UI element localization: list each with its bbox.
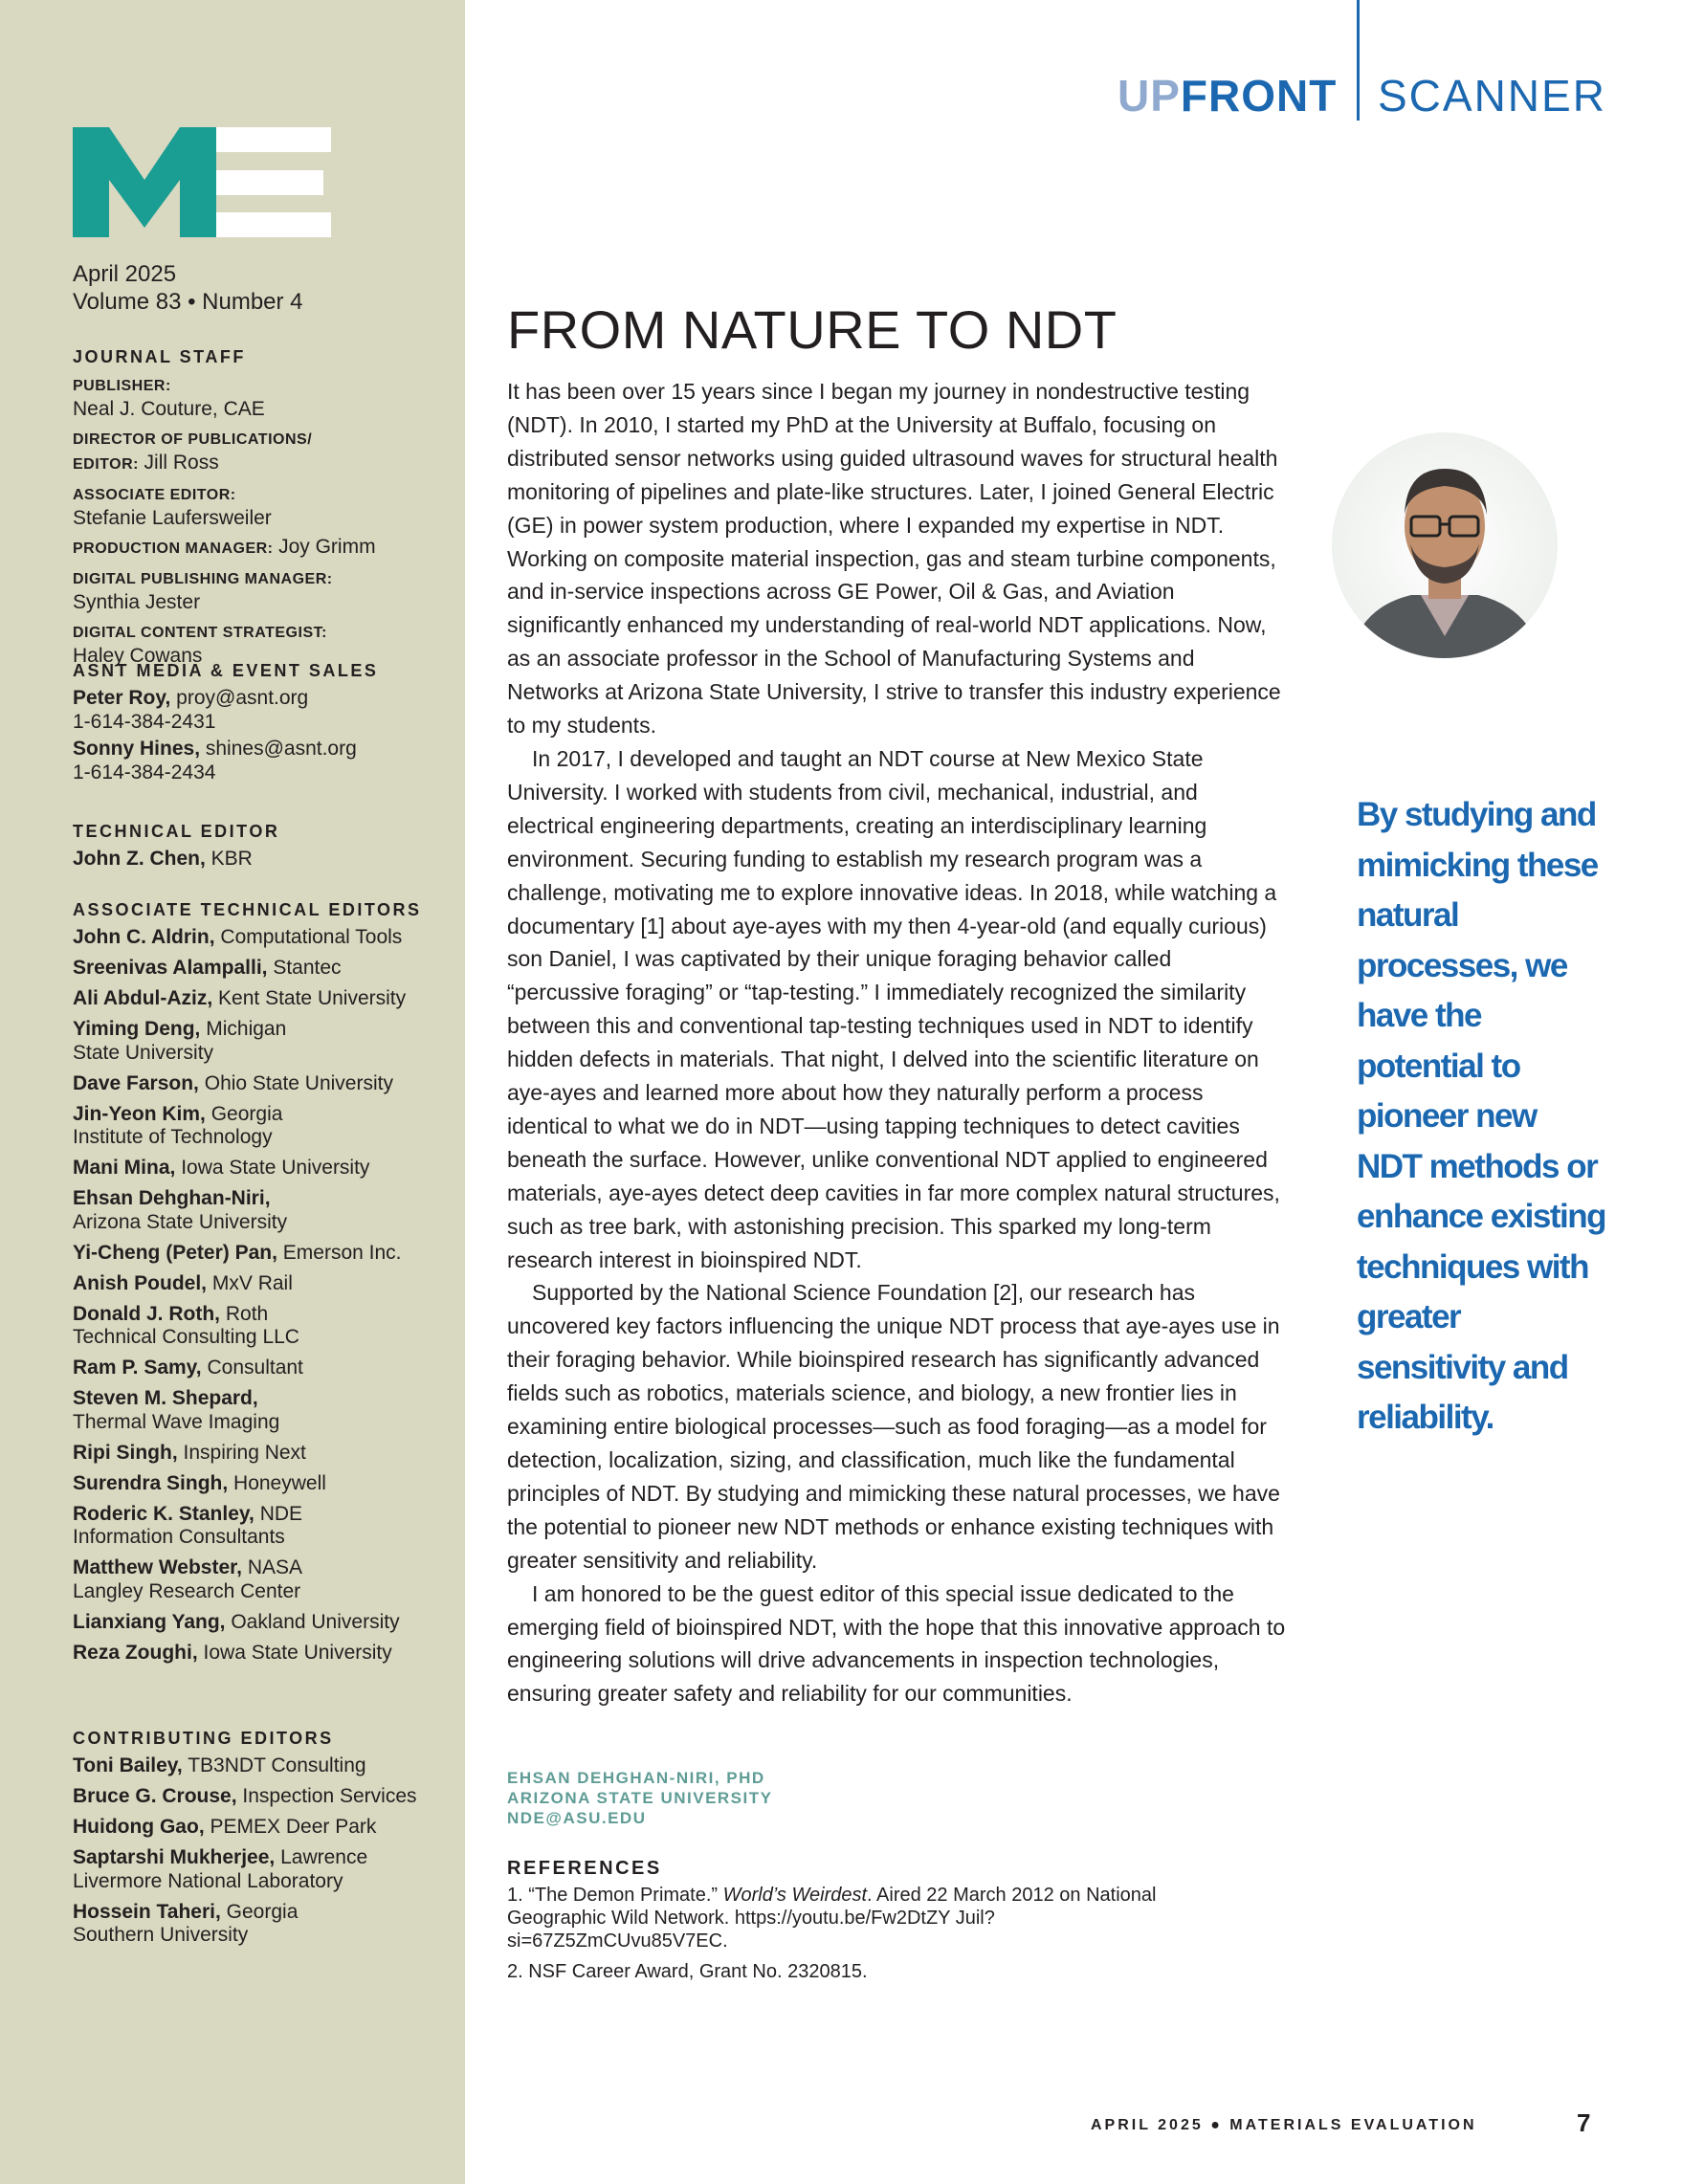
editor-name: Dave Farson, bbox=[73, 1071, 199, 1094]
staff-name: Joy Grimm bbox=[278, 536, 376, 558]
editor-name: Yi-Cheng (Peter) Pan, bbox=[73, 1241, 277, 1264]
editor-name: Yiming Deng, bbox=[73, 1018, 201, 1040]
editor-entry bbox=[73, 1018, 455, 1065]
staff-line bbox=[73, 591, 455, 614]
author-name: EHSAN DEHGHAN-NIRI, PHD bbox=[507, 1769, 765, 1787]
editor-entry bbox=[73, 1556, 455, 1603]
editor-org: Consultant bbox=[207, 1357, 303, 1379]
staff-role: DIGITAL CONTENT STRATEGIST: bbox=[73, 625, 327, 641]
author-email: NDE@ASU.EDU bbox=[507, 1809, 647, 1827]
editor-name: Sreenivas Alampalli, bbox=[73, 957, 268, 979]
media-sales-section bbox=[73, 660, 455, 788]
staff-name: Jill Ross bbox=[144, 452, 219, 474]
editor-entry bbox=[73, 1611, 455, 1635]
header-divider bbox=[1357, 0, 1360, 121]
editor-name: Toni Bailey, bbox=[73, 1754, 183, 1776]
editor-org-line2: State University bbox=[73, 1041, 214, 1064]
editor-org: Georgia bbox=[210, 1102, 283, 1125]
editor-entry bbox=[73, 1816, 455, 1840]
editor-org: MxV Rail bbox=[211, 1271, 293, 1294]
header-section: SCANNER bbox=[1378, 71, 1606, 121]
editor-org-line2: Southern University bbox=[73, 1924, 249, 1946]
editor-org: NDE bbox=[259, 1502, 303, 1525]
staff-entry bbox=[73, 373, 455, 421]
editor-org: Lawrence bbox=[280, 1846, 368, 1868]
editor-name: Anish Poudel, bbox=[73, 1271, 208, 1294]
editor-entry bbox=[73, 1072, 455, 1096]
editor-org-line2: Information Consultants bbox=[73, 1526, 285, 1548]
staff-entry bbox=[73, 536, 455, 561]
editor-org: NASA bbox=[247, 1556, 303, 1578]
editor-org: Roth bbox=[225, 1302, 269, 1325]
staff-name: Neal J. Couture, CAE bbox=[73, 398, 265, 420]
staff-line bbox=[73, 566, 455, 591]
section-title: CONTRIBUTING EDITORS bbox=[73, 1729, 334, 1748]
references-title: REFERENCES bbox=[507, 1858, 662, 1879]
editor-org: Kent State University bbox=[218, 987, 407, 1009]
editor-name: Donald J. Roth, bbox=[73, 1302, 220, 1325]
sales-contact bbox=[73, 687, 455, 734]
editor-org-line2: Technical Consulting LLC bbox=[73, 1326, 299, 1348]
editor-org: Michigan bbox=[206, 1018, 287, 1040]
editor-entry bbox=[73, 957, 455, 981]
editor-org: Ohio State University bbox=[204, 1071, 393, 1094]
section-title: ASSOCIATE TECHNICAL EDITORS bbox=[73, 900, 422, 919]
author-affiliation: ARIZONA STATE UNIVERSITY bbox=[507, 1789, 773, 1807]
staff-role: PRODUCTION MANAGER: bbox=[73, 540, 274, 557]
technical-editor-section bbox=[73, 821, 455, 878]
editor-name: Steven M. Shepard, bbox=[73, 1387, 258, 1409]
technical-editor: John Z. Chen, KBR bbox=[73, 848, 253, 870]
editor-name: John C. Aldrin, bbox=[73, 926, 215, 948]
editor-entry bbox=[73, 1187, 455, 1234]
staff-role: DIGITAL PUBLISHING MANAGER: bbox=[73, 571, 333, 587]
editor-entry bbox=[73, 1357, 455, 1380]
staff-line bbox=[73, 536, 455, 561]
editor-entry bbox=[73, 1442, 455, 1466]
editor-org: Iowa State University bbox=[203, 1641, 392, 1664]
associate-editors-section bbox=[73, 899, 455, 1672]
editor-name: Hossein Taheri, bbox=[73, 1900, 221, 1923]
reference-item: 1. “The Demon Primate.” World’s Weirdest. Aired 22 March 2012 on National Geographic Wild Network. https://youtu.be/Fw2DtZY Juil?si=67Z5ZmCUvu85V7EC. bbox=[507, 1885, 1157, 1952]
issue-volume: Volume 83 • Number 4 bbox=[73, 289, 303, 315]
editor-org: Iowa State University bbox=[181, 1157, 370, 1179]
footer-text: APRIL 2025 ● MATERIALS EVALUATION bbox=[1091, 2117, 1477, 2133]
editor-name: Mani Mina, bbox=[73, 1157, 176, 1179]
editor-name: Ripi Singh, bbox=[73, 1441, 178, 1464]
staff-name: Haley Cowans bbox=[73, 645, 203, 667]
pull-quote: By studying and mimicking these natural processes, we have the potential to pioneer new NDT methods or enhance existing techniques with greater sensitivity and reliability. bbox=[1357, 796, 1605, 1436]
editor-entry bbox=[73, 926, 455, 950]
author-signature bbox=[507, 1768, 772, 1828]
issue-info bbox=[73, 260, 455, 316]
editor-org: TB3NDT Consulting bbox=[188, 1754, 366, 1776]
staff-line bbox=[73, 373, 455, 398]
contact-email[interactable]: proy@asnt.org bbox=[176, 687, 309, 709]
contributing-editors-section bbox=[73, 1728, 455, 1954]
editor-org-line2: Arizona State University bbox=[73, 1210, 288, 1233]
contact-email[interactable]: shines@asnt.org bbox=[205, 738, 357, 760]
header-up: UP bbox=[1118, 71, 1181, 121]
editor-org-line2: Institute of Technology bbox=[73, 1126, 273, 1148]
editor-org: Georgia bbox=[226, 1900, 299, 1923]
editor-entry bbox=[73, 1642, 455, 1666]
editor-entry bbox=[73, 1303, 455, 1350]
editor-entry bbox=[73, 1472, 455, 1496]
staff-line bbox=[73, 398, 455, 421]
staff-role: PUBLISHER: bbox=[73, 378, 171, 394]
me-logo bbox=[73, 127, 331, 237]
editor-name: Matthew Webster, bbox=[73, 1556, 242, 1578]
editor-entry bbox=[73, 987, 455, 1011]
editor-org-line2: Thermal Wave Imaging bbox=[73, 1410, 280, 1433]
journal-staff-section bbox=[73, 346, 455, 673]
staff-line bbox=[73, 482, 455, 507]
staff-name: Stefanie Laufersweiler bbox=[73, 507, 272, 529]
staff-line bbox=[73, 507, 455, 530]
staff-role: ASSOCIATE EDITOR: bbox=[73, 487, 236, 503]
editor-org: Oakland University bbox=[231, 1610, 400, 1633]
article-title: FROM NATURE TO NDT bbox=[507, 299, 1118, 360]
section-header-label bbox=[1118, 69, 1337, 122]
contact-phone: 1-614-384-2431 bbox=[73, 710, 216, 733]
contact-phone: 1-614-384-2434 bbox=[73, 761, 216, 783]
paragraph: I am honored to be the guest editor of this special issue dedicated to the emerging field of bioinspired NDT, with the hope that this innovative approach to engineering solutions will drive advancements in inspection technologies, ensuring greater safety and reliability for our communities. bbox=[507, 1580, 1286, 1707]
editor-org: Honeywell bbox=[233, 1471, 326, 1494]
editor-name: Ram P. Samy, bbox=[73, 1357, 202, 1379]
section-title: TECHNICAL EDITOR bbox=[73, 822, 280, 841]
editor-entry bbox=[73, 1272, 455, 1296]
editor-entry bbox=[73, 1503, 455, 1550]
editor-name: Huidong Gao, bbox=[73, 1816, 205, 1838]
editor-org-line2: Livermore National Laboratory bbox=[73, 1869, 343, 1892]
editor-name: Saptarshi Mukherjee, bbox=[73, 1846, 276, 1868]
editor-org-line2: Langley Research Center bbox=[73, 1579, 301, 1602]
section-title: ASNT MEDIA & EVENT SALES bbox=[73, 661, 379, 680]
editor-org: Inspiring Next bbox=[183, 1441, 306, 1464]
masthead-sidebar bbox=[0, 0, 465, 2184]
staff-role: EDITOR: bbox=[73, 456, 139, 473]
editor-name: Roderic K. Stanley, bbox=[73, 1502, 255, 1525]
editor-name: Jin-Yeon Kim, bbox=[73, 1102, 206, 1125]
editor-org: Stantec bbox=[273, 957, 342, 979]
staff-entry bbox=[73, 482, 455, 530]
author-photo bbox=[1330, 430, 1560, 660]
editor-name: Ali Abdul-Aziz, bbox=[73, 987, 213, 1009]
editor-entry bbox=[73, 1846, 455, 1893]
editor-org: PEMEX Deer Park bbox=[210, 1816, 377, 1838]
editor-entry bbox=[73, 1103, 455, 1150]
header-front: FRONT bbox=[1180, 71, 1338, 121]
issue-date: April 2025 bbox=[73, 261, 177, 287]
staff-entry bbox=[73, 427, 455, 476]
editor-entry bbox=[73, 1387, 455, 1434]
contact-name: Sonny Hines, bbox=[73, 738, 201, 760]
editor-name: Ehsan Dehghan-Niri, bbox=[73, 1187, 271, 1209]
staff-line bbox=[73, 452, 455, 476]
paragraph: It has been over 15 years since I began my journey in nondestructive testing (NDT). In 2010, I started my PhD at the University at Buffalo, focusing on distributed sensor networks using guided ultrasound waves for structural health monitoring of pipelines and plate-like structures. Later, I joined General Electric (GE) in power system production, where I expanded my expertise in NDT. Working on composite material inspection, gas and steam turbine components, and in-service inspections across GE Power, Oil & Gas, and Aviation significantly enhanced my understanding of real-world NDT applications. Now, as an associate professor in the School of Manufacturing Systems and Networks at Arizona State University, I strive to transfer this industry experience to my students. bbox=[507, 379, 1281, 739]
editor-name: Surendra Singh, bbox=[73, 1471, 229, 1494]
editor-org: Computational Tools bbox=[220, 926, 403, 948]
staff-role: DIRECTOR OF PUBLICATIONS/ bbox=[73, 431, 313, 448]
staff-line bbox=[73, 427, 455, 452]
sales-contact bbox=[73, 738, 455, 784]
editor-entry bbox=[73, 1754, 455, 1778]
references bbox=[507, 1858, 1177, 1991]
editor-name: Lianxiang Yang, bbox=[73, 1610, 226, 1633]
editor-org: Emerson Inc. bbox=[282, 1241, 402, 1264]
paragraph: Supported by the National Science Foundation [2], our research has uncovered key factors influencing the unique NDT process that aye-ayes use in their foraging behavior. While bioinspired research has significantly advanced fields such as robotics, materials science, and biology, a new frontier lies in examining entire biological processes—such as food foraging—as a model for detection, localization, sizing, and classification, much like the fundamental principles of NDT. By studying and mimicking these natural processes, we have the potential to pioneer new NDT methods or enhance existing techniques with greater sensitivity and reliability. bbox=[507, 1280, 1280, 1573]
reference-item: 2. NSF Career Award, Grant No. 2320815. bbox=[507, 1961, 868, 1982]
section-title: JOURNAL STAFF bbox=[73, 347, 246, 366]
editor-entry bbox=[73, 1242, 455, 1266]
editor-entry bbox=[73, 1901, 455, 1948]
staff-line bbox=[73, 620, 455, 645]
staff-name: Synthia Jester bbox=[73, 591, 201, 613]
paragraph: In 2017, I developed and taught an NDT course at New Mexico State University. I worked with students from civil, mechanical, industrial, and electrical engineering departments, creating an interdisciplinary learning environment. Securing funding to establish my research program was a challenge, motivating me to explore innovative ideas. In 2018, while watching a documentary [1] about aye-ayes with my then 4-year-old (and equally curious) son Daniel, I was captivated by their unique foraging behavior called “percussive foraging” or “tap-testing.” I immediately recognized the similarity between this and conventional tap-testing techniques used in NDT to identify hidden defects in materials. That night, I delved into the scientific literature on aye-ayes and learned more about how they naturally perform a process identical to what we do in NDT—using tapping techniques to detect cavities beneath the surface. However, unlike conventional NDT applied to engineered materials, aye-ayes detect deep cavities in far more complex natural structures, such as tree bark, with astonishing precision. This sparked my long-term research interest in bioinspired NDT. bbox=[507, 745, 1280, 1272]
editor-name: Reza Zoughi, bbox=[73, 1641, 198, 1664]
article-body bbox=[507, 375, 1287, 1710]
editor-entry bbox=[73, 1785, 455, 1809]
page-number: 7 bbox=[1577, 2108, 1591, 2137]
editor-name: Bruce G. Crouse, bbox=[73, 1785, 237, 1807]
editor-org: Inspection Services bbox=[242, 1785, 417, 1807]
editor-entry bbox=[73, 1157, 455, 1180]
staff-entry bbox=[73, 566, 455, 614]
contact-name: Peter Roy, bbox=[73, 687, 171, 709]
